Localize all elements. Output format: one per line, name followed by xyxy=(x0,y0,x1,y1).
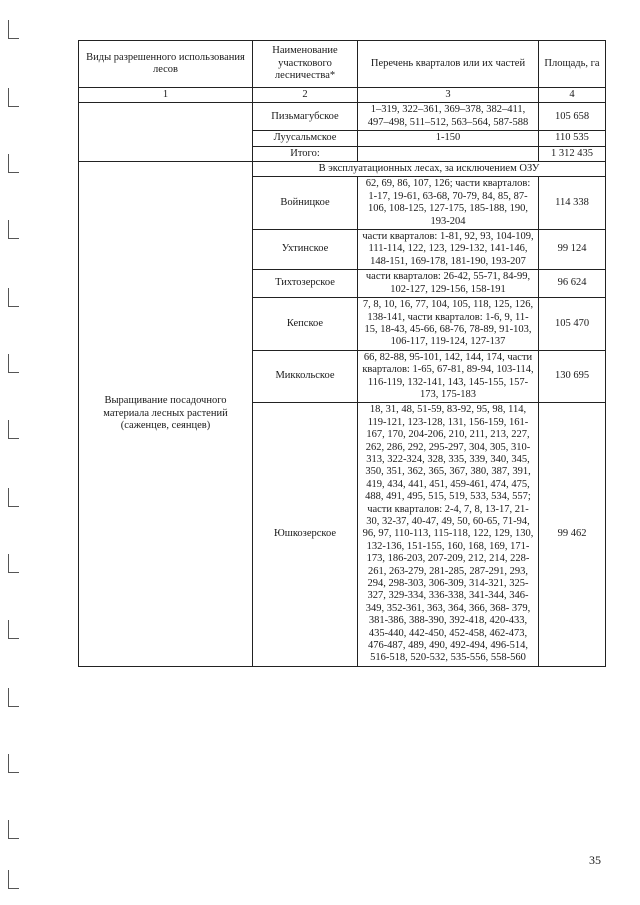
forestry-name: Ухтинское xyxy=(253,230,358,270)
area-value: 114 338 xyxy=(539,177,606,230)
quarters-list: 7, 8, 10, 16, 77, 104, 105, 118, 125, 126, 138-141, части кварталов: 1-6, 9, 11-15, 18-43, 45-66, 68-76, 78-89, 91-103, 106-117, 119-124, 127-137 xyxy=(358,298,539,351)
scan-mark xyxy=(8,820,19,839)
scan-mark xyxy=(8,688,19,707)
header-forestry: Наименование участкового лесничества* xyxy=(253,41,358,88)
use-type-cell-empty xyxy=(79,103,253,162)
header-use-type: Виды разрешенного использования лесов xyxy=(79,41,253,88)
forestry-name: Войницкое xyxy=(253,177,358,230)
scan-mark xyxy=(8,154,19,173)
scan-mark xyxy=(8,554,19,573)
quarters-list: 66, 82-88, 95-101, 142, 144, 174, части кварталов: 1-65, 67-81, 89-94, 103-114, 116-119, 132-141, 143, 145-155, 157-173, 175-183 xyxy=(358,350,539,403)
column-number: 2 xyxy=(253,88,358,103)
area-value: 105 658 xyxy=(539,103,606,131)
scan-mark xyxy=(8,288,19,307)
forestry-name: Тихтозерское xyxy=(253,270,358,298)
table-row xyxy=(79,103,606,131)
area-value: 96 624 xyxy=(539,270,606,298)
total-area: 1 312 435 xyxy=(539,146,606,161)
area-value: 99 462 xyxy=(539,403,606,667)
subheader: В эксплуатационных лесах, за исключением ОЗУ xyxy=(253,162,606,177)
quarters-list: 1–319, 322–361, 369–378, 382–411, 497–498, 511–512, 563–564, 587-588 xyxy=(358,103,539,131)
quarters-list: 1-150 xyxy=(358,131,539,146)
scan-mark xyxy=(8,88,19,107)
forestry-name: Пизьмагубское xyxy=(253,103,358,131)
forestry-name: Миккольское xyxy=(253,350,358,403)
quarters-list: 18, 31, 48, 51-59, 83-92, 95, 98, 114, 119-121, 123-128, 131, 156-159, 161-167, 170, 204-206, 210, 211, 213, 227, 262, 286, 292, 295-297, 304, 305, 310-313, 322-324, 328, 335, 339, 340, 345, 350, 351, 362, 365, 367, 380, 387, 391, 419, 434, 441, 451, 459-461, 474, 475, 488, 491, 495, 515, 519, 533, 534, 557; части кварталов: 2-4, 7, 8, 13-17, 21-30, 32-37, 40-47, 49, 50, 60-65, 71-94, 96, 97, 110-113, 115-118, 122, 129, 130, 132-136, 151-155, 160, 168, 169, 171-173, 186-203, 207-209, 212, 214, 228-261, 263-279, 281-285, 287-291, 293, 294, 298-303, 306-309, 314-321, 325-327, 329-334, 336-338, 341-344, 346-349, 352-361, 363, 364, 366, 368- 379, 381-386, 388-390, 392-418, 420-433, 435-440, 442-450, 452-458, 462-473, 476-487, 489, 490, 492-494, 496-514, 516-518, 520-532, 535-556, 558-560 xyxy=(358,403,539,667)
forestry-name: Юшкозерское xyxy=(253,403,358,667)
quarters-list: части кварталов: 26-42, 55-71, 84-99, 102-127, 129-156, 158-191 xyxy=(358,270,539,298)
scan-edge-marks xyxy=(0,0,24,905)
scan-mark xyxy=(8,220,19,239)
area-value: 130 695 xyxy=(539,350,606,403)
forestry-name: Луусальмское xyxy=(253,131,358,146)
header-row xyxy=(79,41,606,88)
scan-mark xyxy=(8,488,19,507)
total-quarters-empty xyxy=(358,146,539,161)
forestry-name: Кепское xyxy=(253,298,358,351)
use-type: Выращивание посадочного материала лесных растений (саженцев, сеянцев) xyxy=(79,162,253,667)
scan-mark xyxy=(8,754,19,773)
forest-use-table xyxy=(78,40,606,667)
quarters-list: 62, 69, 86, 107, 126; части кварталов: 1-17, 19-61, 63-68, 70-79, 84, 85, 87-106, 108-125, 127-175, 185-188, 190, 193-204 xyxy=(358,177,539,230)
header-area: Площадь, га xyxy=(539,41,606,88)
area-value: 110 535 xyxy=(539,131,606,146)
scan-mark xyxy=(8,354,19,373)
area-value: 105 470 xyxy=(539,298,606,351)
page-number: 35 xyxy=(589,853,601,867)
column-number: 1 xyxy=(79,88,253,103)
area-value: 99 124 xyxy=(539,230,606,270)
scan-mark xyxy=(8,420,19,439)
quarters-list: части кварталов: 1-81, 92, 93, 104-109, 111-114, 122, 123, 129-132, 141-146, 148-151, 169-178, 181-190, 193-207 xyxy=(358,230,539,270)
scan-mark xyxy=(8,870,19,889)
header-quarters: Перечень кварталов или их частей xyxy=(358,41,539,88)
column-number: 3 xyxy=(358,88,539,103)
scan-mark xyxy=(8,20,19,39)
column-number: 4 xyxy=(539,88,606,103)
subheader-row xyxy=(79,162,606,177)
total-label: Итого: xyxy=(253,146,358,161)
scan-mark xyxy=(8,620,19,639)
column-number-row xyxy=(79,88,606,103)
